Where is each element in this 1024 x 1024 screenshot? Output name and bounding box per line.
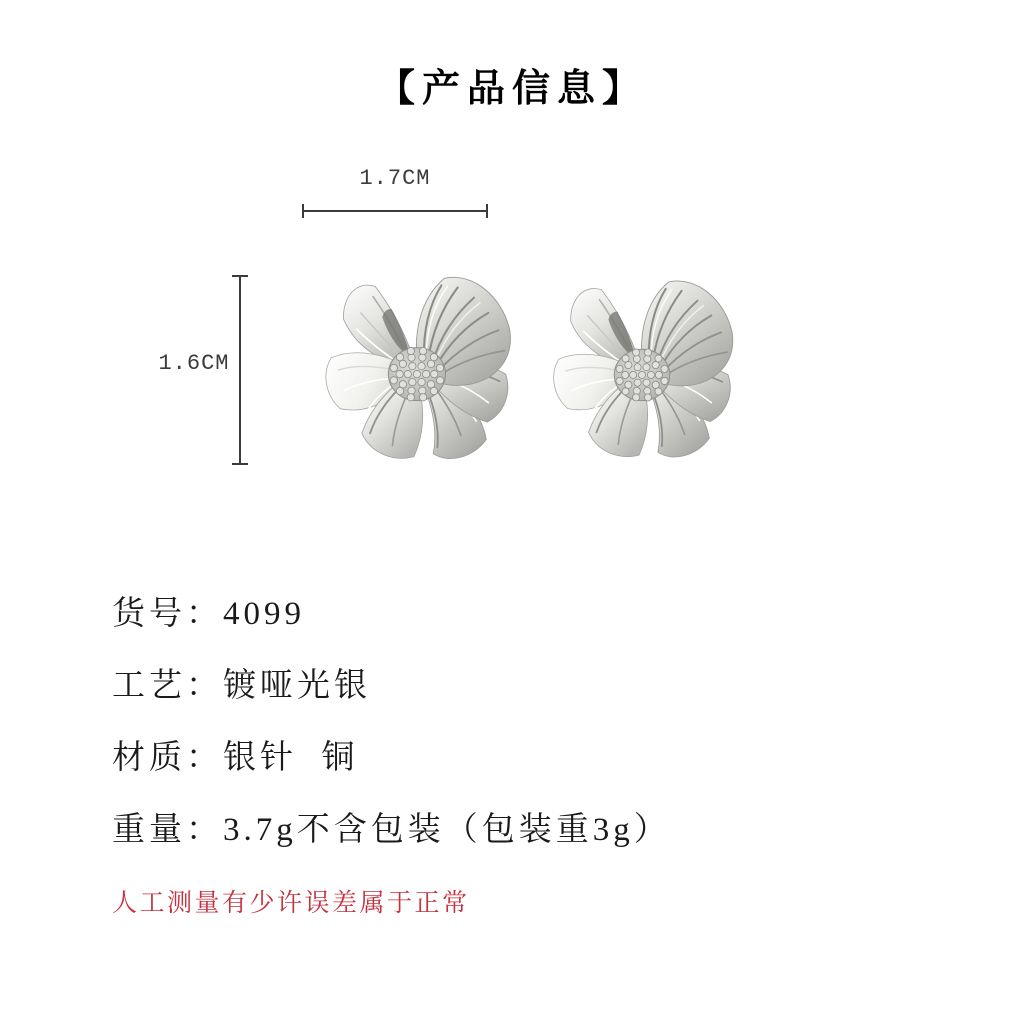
spec-row-weight [112, 813, 671, 847]
dimension-tick [302, 204, 304, 218]
spec-row-item-number [112, 597, 671, 631]
spec-colon: ： [186, 596, 223, 632]
spec-row-craft [112, 669, 671, 703]
width-dimension-label: 1.7CM [359, 166, 431, 191]
dimension-tick [232, 275, 248, 277]
spec-label: 工艺 [112, 668, 186, 704]
spec-value: 银针 铜 [223, 740, 359, 776]
left-earring [326, 277, 511, 458]
spec-label: 重量 [112, 812, 186, 848]
spec-label: 材质 [112, 740, 186, 776]
right-earring [554, 281, 733, 457]
height-dimension-label: 1.6CM [158, 351, 230, 376]
spec-value: 3.7g不含包装（包装重3g） [223, 812, 671, 848]
spec-colon: ： [186, 668, 223, 704]
earrings-product-photo [312, 260, 754, 484]
height-dimension-line [239, 275, 241, 465]
spec-row-material [112, 741, 671, 775]
page-title: 【产品信息】 [376, 68, 647, 110]
dimension-tick [232, 463, 248, 465]
spec-colon: ： [186, 740, 223, 776]
spec-colon: ： [186, 812, 223, 848]
spec-label: 货号 [112, 596, 186, 632]
dimension-tick [486, 204, 488, 218]
product-specs [112, 597, 671, 885]
measurement-disclaimer: 人工测量有少许误差属于正常 [112, 890, 470, 917]
spec-value: 镀哑光银 [223, 668, 371, 704]
spec-value: 4099 [223, 596, 305, 632]
width-dimension-line [302, 210, 488, 212]
